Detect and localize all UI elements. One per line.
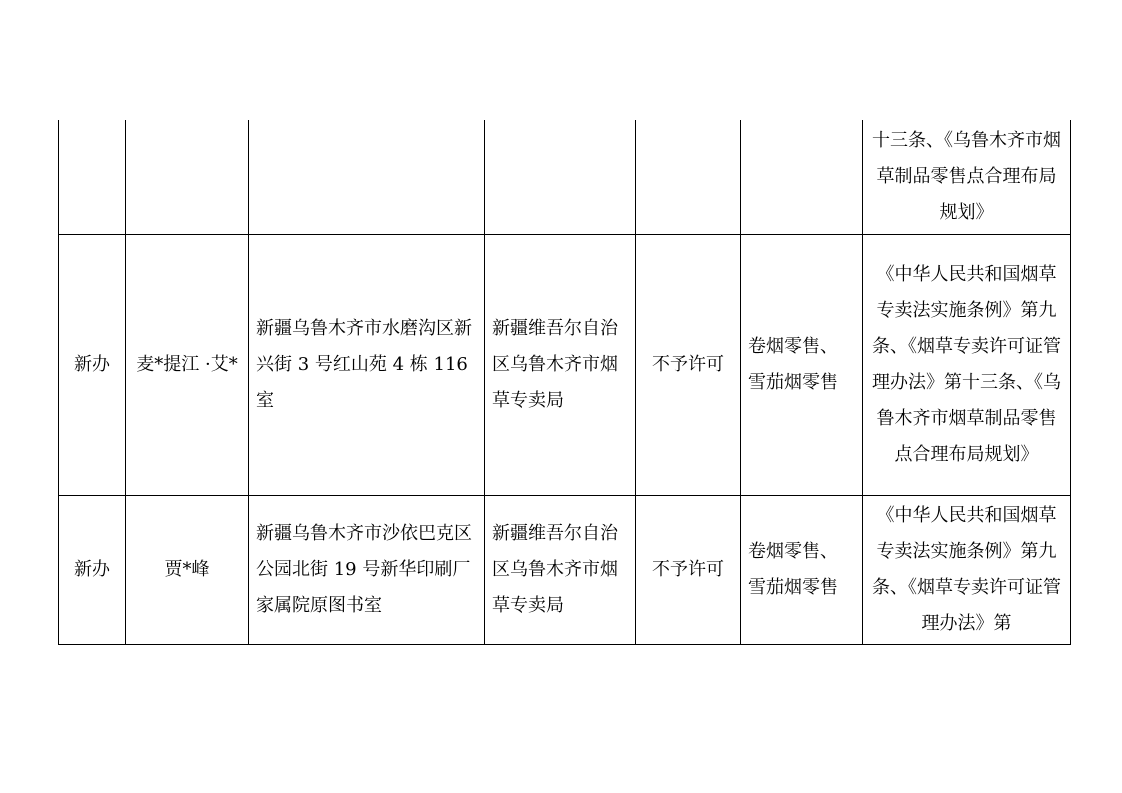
business-scope-cell: [741, 120, 863, 234]
license-decision-table: [58, 120, 1071, 645]
application-type-cell: 新办: [59, 234, 126, 495]
application-type-cell: 新办: [59, 495, 126, 644]
business-scope-cell: 卷烟零售、雪茄烟零售: [741, 495, 863, 644]
legal-basis-cell: 十三条、《乌鲁木齐市烟草制品零售点合理布局规划》: [863, 120, 1071, 234]
business-address-cell: 新疆乌鲁木齐市水磨沟区新兴街 3 号红山苑 4 栋 116 室: [249, 234, 485, 495]
business-address-cell: 新疆乌鲁木齐市沙依巴克区公园北街 19 号新华印刷厂家属院原图书室: [249, 495, 485, 644]
applicant-name-cell: [126, 120, 249, 234]
decision-cell: 不予许可: [636, 495, 741, 644]
table-row: [59, 234, 1071, 495]
application-type-cell: [59, 120, 126, 234]
applicant-name-cell: 麦*提江 ·艾*: [126, 234, 249, 495]
legal-basis-cell: 《中华人民共和国烟草专卖法实施条例》第九条、《烟草专卖许可证管理办法》第十三条、《乌鲁木齐市烟草制品零售点合理布局规划》: [863, 234, 1071, 495]
business-scope-cell: 卷烟零售、雪茄烟零售: [741, 234, 863, 495]
issuing-authority-cell: 新疆维吾尔自治区乌鲁木齐市烟草专卖局: [485, 495, 636, 644]
issuing-authority-cell: [485, 120, 636, 234]
decision-cell: 不予许可: [636, 234, 741, 495]
applicant-name-cell: 贾*峰: [126, 495, 249, 644]
decision-cell: [636, 120, 741, 234]
table-row: [59, 120, 1071, 234]
legal-basis-cell: 《中华人民共和国烟草专卖法实施条例》第九条、《烟草专卖许可证管理办法》第: [863, 495, 1071, 644]
business-address-cell: [249, 120, 485, 234]
issuing-authority-cell: 新疆维吾尔自治区乌鲁木齐市烟草专卖局: [485, 234, 636, 495]
table-row: [59, 495, 1071, 644]
